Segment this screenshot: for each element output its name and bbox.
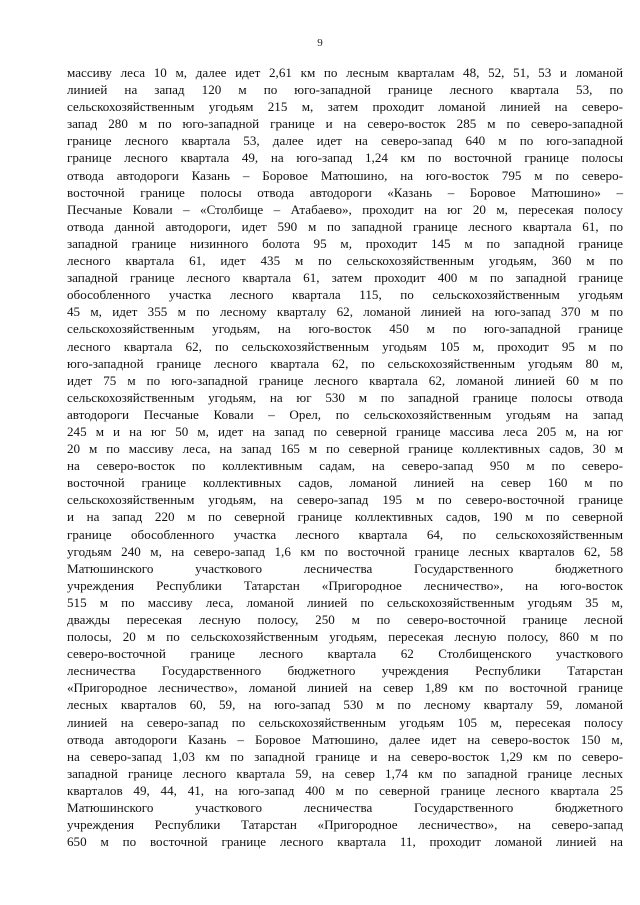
text-line: западной границе лесного квартала 61, затем проходит 400 м по западной границе — [67, 270, 623, 286]
text-line: линией на северо-запад по сельскохозяйственным угодьям 105 м, пересекая полосу — [67, 714, 623, 730]
text-line: западной границе низинного болота 95 м, проходит 145 м по западной границе — [67, 235, 623, 251]
text-line: идет 75 м по юго-западной границе лесного квартала 62, ломаной линией 60 м по — [67, 372, 623, 388]
text-line: на северо-восток по коллективным садам, на северо-запад 950 м по северо- — [67, 458, 623, 474]
text-line: сельскохозяйственным угодьям, на юг 530 м по западной границе полосы отвода — [67, 389, 623, 405]
text-line: лесного квартала 62, по сельскохозяйственным угодьям 105 м, проходит 95 м по — [67, 338, 623, 354]
text-line: лесных кварталов 60, 59, на юго-запад 530 м по лесному кварталу 59, ломаной — [67, 697, 623, 713]
text-line: отвода автодороги Казань – Боровое Матюшино, далее идет на северо-восток 150 м, — [67, 731, 623, 747]
text-line: границе лесного квартала 53, далее идет на северо-запад 640 м по юго-западной — [67, 133, 623, 149]
page-number: 9 — [317, 37, 323, 49]
text-line: 245 м и на юг 50 м, идет на запад по северной границе массива леса 205 м, на юг — [67, 423, 623, 439]
text-line: Песчаные Ковали – «Столбище – Атабаево», проходит на юг 20 м, пересекая полосу — [67, 201, 623, 217]
text-line: отвода данной автодороги, идет 590 м по западной границе лесного квартала 61, по — [67, 218, 623, 234]
text-line: угодьям 240 м, на северо-запад 1,6 км по восточной границе лесных кварталов 62, 58 — [67, 543, 623, 559]
text-line: и на запад 220 м по северной границе коллективных садов, 190 м по северной — [67, 509, 623, 525]
text-line: Матюшинского участкового лесничества Государственного бюджетного — [67, 560, 623, 576]
text-line: автодороги Песчаные Ковали – Орел, по сельскохозяйственным угодьям на запад — [67, 406, 623, 422]
text-line: 515 м по массиву леса, ломаной линией по сельскохозяйственным угодьям 35 м, — [67, 594, 623, 610]
body-text — [67, 64, 623, 850]
text-line: границе лесного квартала 49, на юго-запад 1,24 км по восточной границе полосы — [67, 150, 623, 166]
text-line: запад 280 м по юго-западной границе и на северо-восток 285 м по северо-западной — [67, 116, 623, 132]
text-line: восточной границе полосы отвода автодороги «Казань – Боровое Матюшино» – — [67, 184, 623, 200]
text-line: границе обособленного участка лесного квартала 64, по сельскохозяйственным — [67, 526, 623, 542]
text-line: учреждения Республики Татарстан «Пригородное лесничество», на юго-восток — [67, 577, 623, 593]
text-line: 650 м по восточной границе лесного квартала 11, проходит ломаной линией на — [67, 834, 623, 850]
text-line: массиву леса 10 м, далее идет 2,61 км по лесным кварталам 48, 52, 51, 53 и ломаной — [67, 65, 623, 80]
text-line: учреждения Республики Татарстан «Пригородное лесничество», на северо-запад — [67, 817, 623, 833]
text-line: западной границе лесного квартала 59, на север 1,74 км по западной границе лесных — [67, 765, 623, 781]
text-line: лесничества Государственного бюджетного учреждения Республики Татарстан — [67, 663, 623, 679]
text-line: 20 м по массиву леса, на запад 165 м по северной границе коллективных садов, 30 м — [67, 441, 623, 457]
text-line: 45 м, идет 355 м по лесному кварталу 62, ломаной линией на юго-запад 370 м по — [67, 304, 623, 320]
text-line: сельскохозяйственным угодьям 215 м, затем проходит ломаной линией на северо- — [67, 99, 623, 115]
text-line: полосы, 20 м по сельскохозяйственным угодьям, пересекая лесную полосу, 860 м по — [67, 629, 623, 645]
text-line: сельскохозяйственным угодьям, на юго-восток 450 м по юго-западной границе — [67, 321, 623, 337]
text-line: «Пригородное лесничество», ломаной линией на север 1,89 км по восточной границе — [67, 680, 623, 696]
text-line: обособленного участка лесного квартала 115, по сельскохозяйственным угодьям — [67, 287, 623, 303]
text-line: линией на запад 120 м по юго-западной границе лесного квартала 53, по — [67, 82, 623, 98]
text-line: отвода автодороги Казань – Боровое Матюшино, на юго-восток 795 м по северо- — [67, 167, 623, 183]
text-line: юго-западной границе лесного квартала 62, по сельскохозяйственным угодьям 80 м, — [67, 355, 623, 371]
text-line: северо-восточной границе лесного квартала 62 Столбищенского участкового — [67, 646, 623, 662]
text-line: на северо-запад 1,03 км по западной границе и на северо-восток 1,29 км по северо- — [67, 748, 623, 764]
text-line: восточной границе коллективных садов, ломаной линией на север 160 м по — [67, 475, 623, 491]
text-line: кварталов 49, 44, 41, на юго-запад 400 м по северной границе лесного квартала 25 — [67, 782, 623, 798]
text-line: Матюшинского участкового лесничества Государственного бюджетного — [67, 800, 623, 816]
text-line: лесного квартала 61, идет 435 м по сельскохозяйственным угодьям, 360 м по — [67, 253, 623, 269]
text-line: сельскохозяйственным угодьям, на северо-запад 195 м по северо-восточной границе — [67, 492, 623, 508]
text-line: дважды пересекая лесную полосу, 250 м по северо-восточной границе лесной — [67, 612, 623, 627]
